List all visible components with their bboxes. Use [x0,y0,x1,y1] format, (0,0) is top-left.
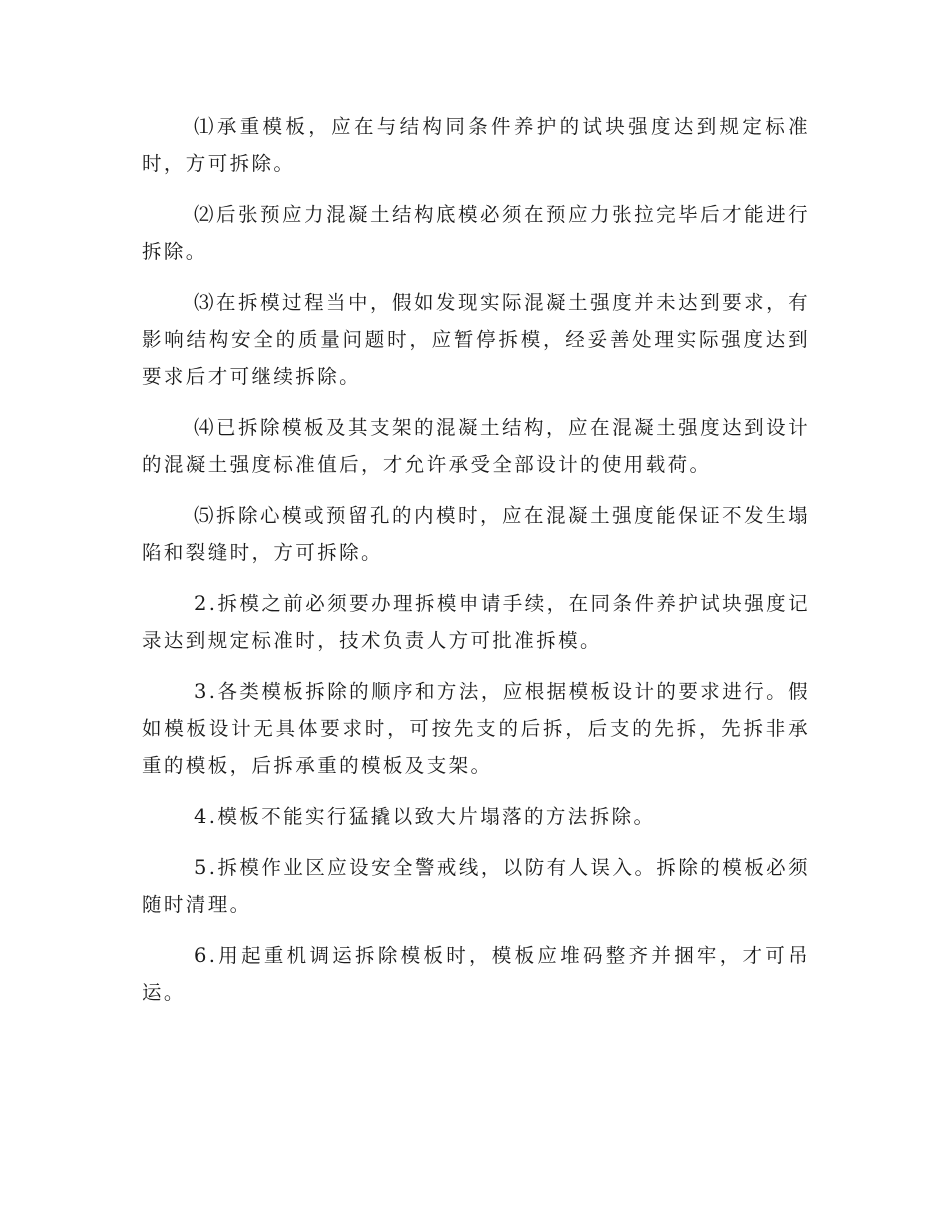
paragraph-item-3: ⑶在拆模过程当中，假如发现实际混凝土强度并未达到要求，有影响结构安全的质量问题时，应暂停拆模，经妥善处理实际强度达到要求后才可继续拆除。 [142,291,810,388]
paragraph-item-4: ⑷已拆除模板及其支架的混凝土结构，应在混凝土强度达到设计的混凝土强度标准值后，才允许承受全部设计的使用载荷。 [142,416,810,476]
paragraph-item-5: ⑸拆除心模或预留孔的内模时，应在混凝土强度能保证不发生塌陷和裂缝时，方可拆除。 [142,504,810,564]
paragraph-step-3: 3.各类模板拆除的顺序和方法，应根据模板设计的要求进行。假如模板设计无具体要求时，可按先支的后拆，后支的先拆，先拆非承重的模板，后拆承重的模板及支架。 [142,680,810,777]
paragraph-item-2: ⑵后张预应力混凝土结构底模必须在预应力张拉完毕后才能进行拆除。 [142,203,810,263]
paragraph-item-1: ⑴承重模板，应在与结构同条件养护的试块强度达到规定标准时，方可拆除。 [142,115,810,175]
paragraph-step-5: 5.拆模作业区应设安全警戒线，以防有人误入。拆除的模板必须随时清理。 [142,856,810,916]
paragraph-step-6: 6.用起重机调运拆除模板时，模板应堆码整齐并捆牢，才可吊运。 [142,944,810,1004]
paragraph-step-4: 4.模板不能实行猛撬以致大片塌落的方法拆除。 [194,805,656,828]
document-body [142,108,810,1025]
paragraph-step-2: 2.拆模之前必须要办理拆模申请手续，在同条件养护试块强度记录达到规定标准时，技术负责人方可批准拆模。 [142,592,810,652]
